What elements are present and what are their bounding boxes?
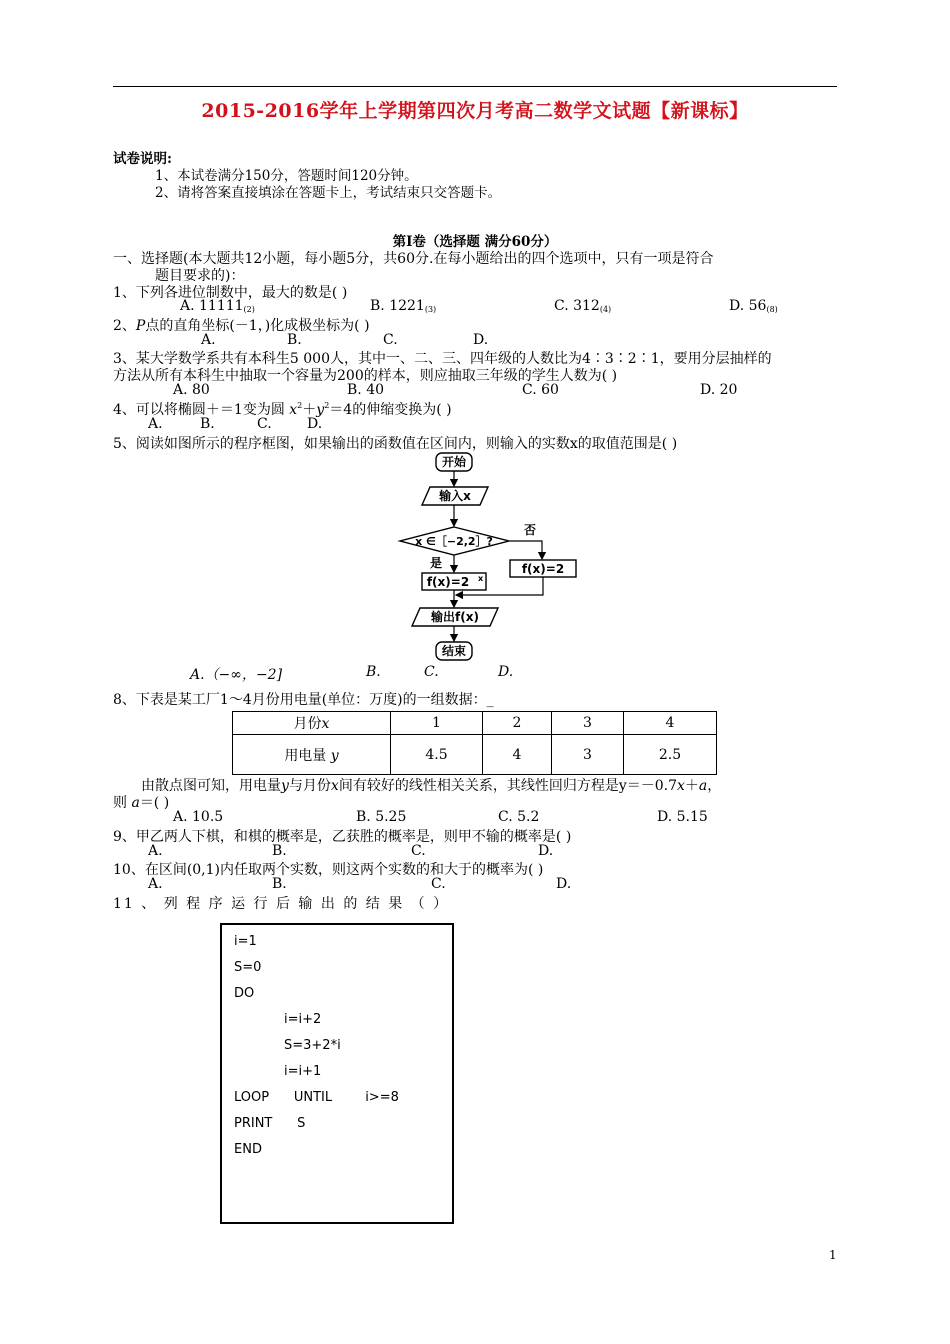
table-cell: 3 [552,735,624,775]
q1-option-a: A. $11111_{(2)}$ [180,298,255,314]
q9-option-a: A. [148,843,163,859]
table-row [233,735,717,775]
program-code-box [220,923,454,1224]
q5-option-d: D. [498,664,514,680]
q3-option-a: A. 80 [173,382,210,398]
q4-option-c: C. [257,416,272,432]
q10-option-d: D. [556,876,572,892]
instructions-heading: 试卷说明: [113,151,172,167]
section-title: 第Ⅰ卷（选择题 满分60分） [392,234,558,250]
yes-branch-exponent: x [478,574,484,583]
q10-option-a: A. [148,876,163,892]
instruction-item: 2、请将答案直接填涂在答题卡上，考试结束只交答题卡。 [155,185,502,201]
q5-option-b: B. [366,664,381,680]
code-line: PRINT S [234,1116,306,1131]
question-3-stem-cont: 方法从所有本科生中抽取一个容量为200的样本，则应抽取三年级的学生人数为( ) [113,368,618,384]
question-10-stem: 10、在区间(0,1)内任取两个实数，则这两个实数的和大于的概率为( ) [113,862,544,878]
q4-option-d: D. [307,416,323,432]
q4-option-a: A. [148,416,163,432]
output-label: 输出f(x) [431,610,479,624]
table-header-cell: 用电量 y [233,735,391,775]
code-line: S=0 [234,960,262,975]
question-8-ask: 则 a＝( ) [113,795,170,811]
header-rule [113,86,837,87]
question-3-stem: 3、某大学数学系共有本科生5 000人，其中一、二、三、四年级的人数比为4∶3∶2∶1，要用分层抽样的 [113,351,772,367]
table-cell: 1 [391,712,483,735]
table-cell: 4.5 [391,735,483,775]
page-title: 2015-2016学年上学期第四次月考高二数学文试题【新课标】 [201,100,749,122]
q3-option-b: B. 40 [347,382,385,398]
q2-option-a: A. [201,332,216,348]
code-line: END [234,1142,262,1157]
yes-label: 是 [430,556,443,570]
code-line: i=i+2 [284,1012,322,1027]
q10-option-c: C. [431,876,446,892]
q9-option-b: B. [272,843,287,859]
end-label: 结束 [441,644,467,658]
no-branch-label: f(x)=2 [521,562,565,576]
table-cell: 3 [552,712,624,735]
q1-option-c: C. $312_{(4)}$ [554,298,612,314]
question-8-stem: 8、下表是某工厂1～4月份用电量(单位：万度)的一组数据：_ [113,692,494,708]
q3-option-d: D. 20 [700,382,738,398]
section-intro-cont: 题目要求的)： [155,268,245,284]
table-cell: 2.5 [624,735,717,775]
table-row [233,712,717,735]
q4-option-b: B. [200,416,215,432]
q8-option-c: C. 5.2 [498,809,540,825]
code-line: LOOP UNTIL i>=8 [234,1090,399,1105]
q5-option-a: A.（−∞，−2] [190,667,283,683]
question-4-stem: 4、可以将椭圆＋＝1变为圆 $x^2+y^2=4$的伸缩变换为( ) [113,401,452,418]
question-2-stem: 2、P点的直角坐标(－1，)化成极坐标为( ) [113,318,370,334]
no-label: 否 [524,523,537,537]
question-9-stem: 9、甲乙两人下棋，和棋的概率是，乙获胜的概率是，则甲不输的概率是( ) [113,829,572,845]
program-flowchart [390,450,590,665]
table-cell: 4 [483,735,552,775]
q9-option-c: C. [411,843,426,859]
page-number: 1 [829,1248,837,1262]
q2-option-b: B. [287,332,302,348]
electricity-table [232,711,717,775]
question-5-stem: 5、阅读如图所示的程序框图，如果输出的函数值在区间内，则输入的实数x的取值范围是( ) [113,436,678,452]
decision-label: x ∈［−2,2］? [415,535,493,548]
instruction-item: 1、本试卷满分150分，答题时间120分钟。 [155,168,418,184]
q1-option-d: D. $56_{(8)}$ [729,298,778,314]
question-1-stem: 1、下列各进位制数中，最大的数是( ) [113,285,348,301]
q9-option-d: D. [538,843,554,859]
code-line: i=i+1 [284,1064,322,1079]
table-cell: 4 [624,712,717,735]
code-line: DO [234,986,255,1001]
code-line: S=3+2*i [284,1038,341,1053]
yes-branch-label: f(x)=2 [426,575,470,589]
q8-option-b: B. 5.25 [356,809,407,825]
q1-option-b: B. $1221_{(3)}$ [370,298,437,314]
q8-option-a: A. 10.5 [173,809,224,825]
q8-option-d: D. 5.15 [657,809,708,825]
q3-option-c: C. 60 [522,382,559,398]
q5-option-c: C. [424,664,439,680]
q2-option-d: D. [473,332,489,348]
question-8-context: 由散点图可知，用电量y与月份x间有较好的线性相关关系，其线性回归方程是y＝－0.7x＋a， [141,778,722,794]
table-header-cell: 月份x [233,712,391,735]
q10-option-b: B. [272,876,287,892]
table-cell: 2 [483,712,552,735]
input-label: 输入x [439,489,471,503]
section-intro: 一、选择题(本大题共12小题，每小题5分，共60分.在每小题给出的四个选项中，只有一项是符合 [113,251,714,267]
question-11-stem: 11 、 列 程 序 运 行 后 输 出 的 结 果 （ ） [113,896,450,912]
q2-option-c: C. [383,332,398,348]
code-line: i=1 [234,934,257,949]
start-label: 开始 [441,455,467,469]
